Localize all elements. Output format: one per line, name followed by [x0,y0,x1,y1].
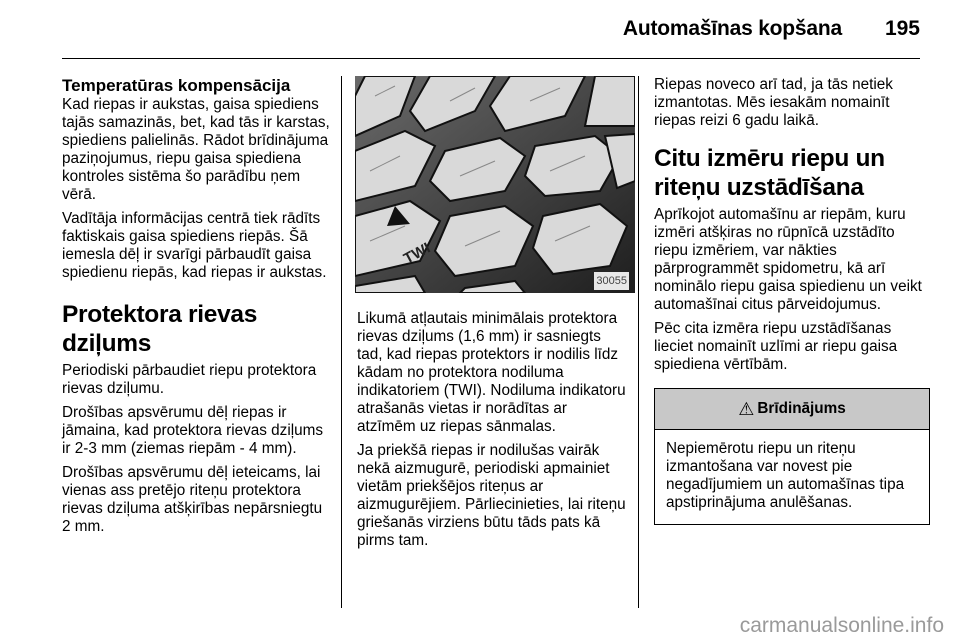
other-sizes-heading: Citu izmēru riepu un riteņu uzstādīšana [654,145,885,201]
temperature-heading: Temperatūras kompensācija [62,76,291,95]
column-divider-2 [638,76,639,608]
warning-header [655,389,929,430]
tire-tread-image [355,76,635,293]
tread-paragraph-1: Periodiski pārbaudiet riepu protektora rievas dziļumu. [62,362,317,397]
tread-depth-heading: Protektora rievas dziļums [62,301,258,357]
warning-box [654,388,930,525]
tire-tread-illustration [355,76,635,293]
other-sizes-paragraph-1: Aprīkojot automašīnu ar riepām, kuru izmēri atšķiras no rūpnīcā uzstādīto riepu izmēriem, var nākties pārprogrammēt spidometru, kā arī nominālo riepu gaisa spiedienu un veikt automašīnai citus pārveidojumus. [654,206,922,313]
warning-text: Nepiemērotu riepu un riteņu izmantošana var novest pie negadījumiem un automašīnas tipa apstiprinājuma anulēšanas. [666,440,905,511]
image-reference-number: 30055 [594,272,629,290]
header-divider [62,58,920,59]
watermark: carmanualsonline.info [739,614,944,637]
tire-marking-label: TWI [400,239,434,268]
other-sizes-paragraph-2: Pēc cita izmēra riepu uzstādīšanas lieciet nomainīt uzlīmi ar riepu gaisa spiediena vērtībām. [654,320,898,373]
tread-paragraph-3: Drošības apsvērumu dēļ ieteicams, lai vienas ass pretējo riteņu protektora rievas dziļuma atšķirības nepārsniegtu 2 mm. [62,464,323,535]
column-divider-1 [341,76,342,608]
temperature-paragraph-1: Kad riepas ir aukstas, gaisa spiediens tajās samazinās, bet, kad tās ir karstas, spiediens palielinās. Rādot brīdinājuma paziņojumus, riepu gaisa spiediena kontroles sistēma šo parādību ņem vērā. [62,96,330,203]
temperature-paragraph-2: Vadītāja informācijas centrā tiek rādīts faktiskais gaisa spiediens riepās. Šā iemesla dēļ ir svarīgi pārbaudīt gaisa spiedienu riepās, kad riepas ir aukstas. [62,210,327,281]
page-number: 195 [884,17,920,40]
column-3 [654,76,924,525]
tread-paragraph-2: Drošības apsvērumu dēļ riepas ir jāmaina, kad protektora rievas dziļums ir 2-3 mm (ziemas riepām - 4 mm). [62,404,324,457]
warning-triangle-icon: ⚠ [738,399,755,419]
aging-paragraph: Riepas noveco arī tad, ja tās netiek izmantotas. Mēs iesakām nomainīt riepas reizi 6 gadu laikā. [654,76,893,129]
page-header-title: Automašīnas kopšana [622,17,842,40]
column-1 [62,76,330,542]
warning-title: Brīdinājums [757,400,846,417]
column-2 [357,76,627,556]
tread-info-paragraph-1: Likumā atļautais minimālais protektora rievas dziļums (1,6 mm) ir sasniegts tad, kad riepas protektors ir nodilis līdz kādam no protektora nodiluma indikatoriem (TWI). Nodiluma indikatoru atrašanās vietas ir norādītas ar atzīmēm uz riepas sānmalas. [357,310,626,435]
tread-info-paragraph-2: Ja priekšā riepas ir nodilušas vairāk nekā aizmugurē, periodiski apmainiet vietām priekšējos riteņus ar aizmugurējiem. Pārliecinieties, lai riteņu griešanās virziens būtu tāds pats kā pirms tam. [357,442,626,549]
